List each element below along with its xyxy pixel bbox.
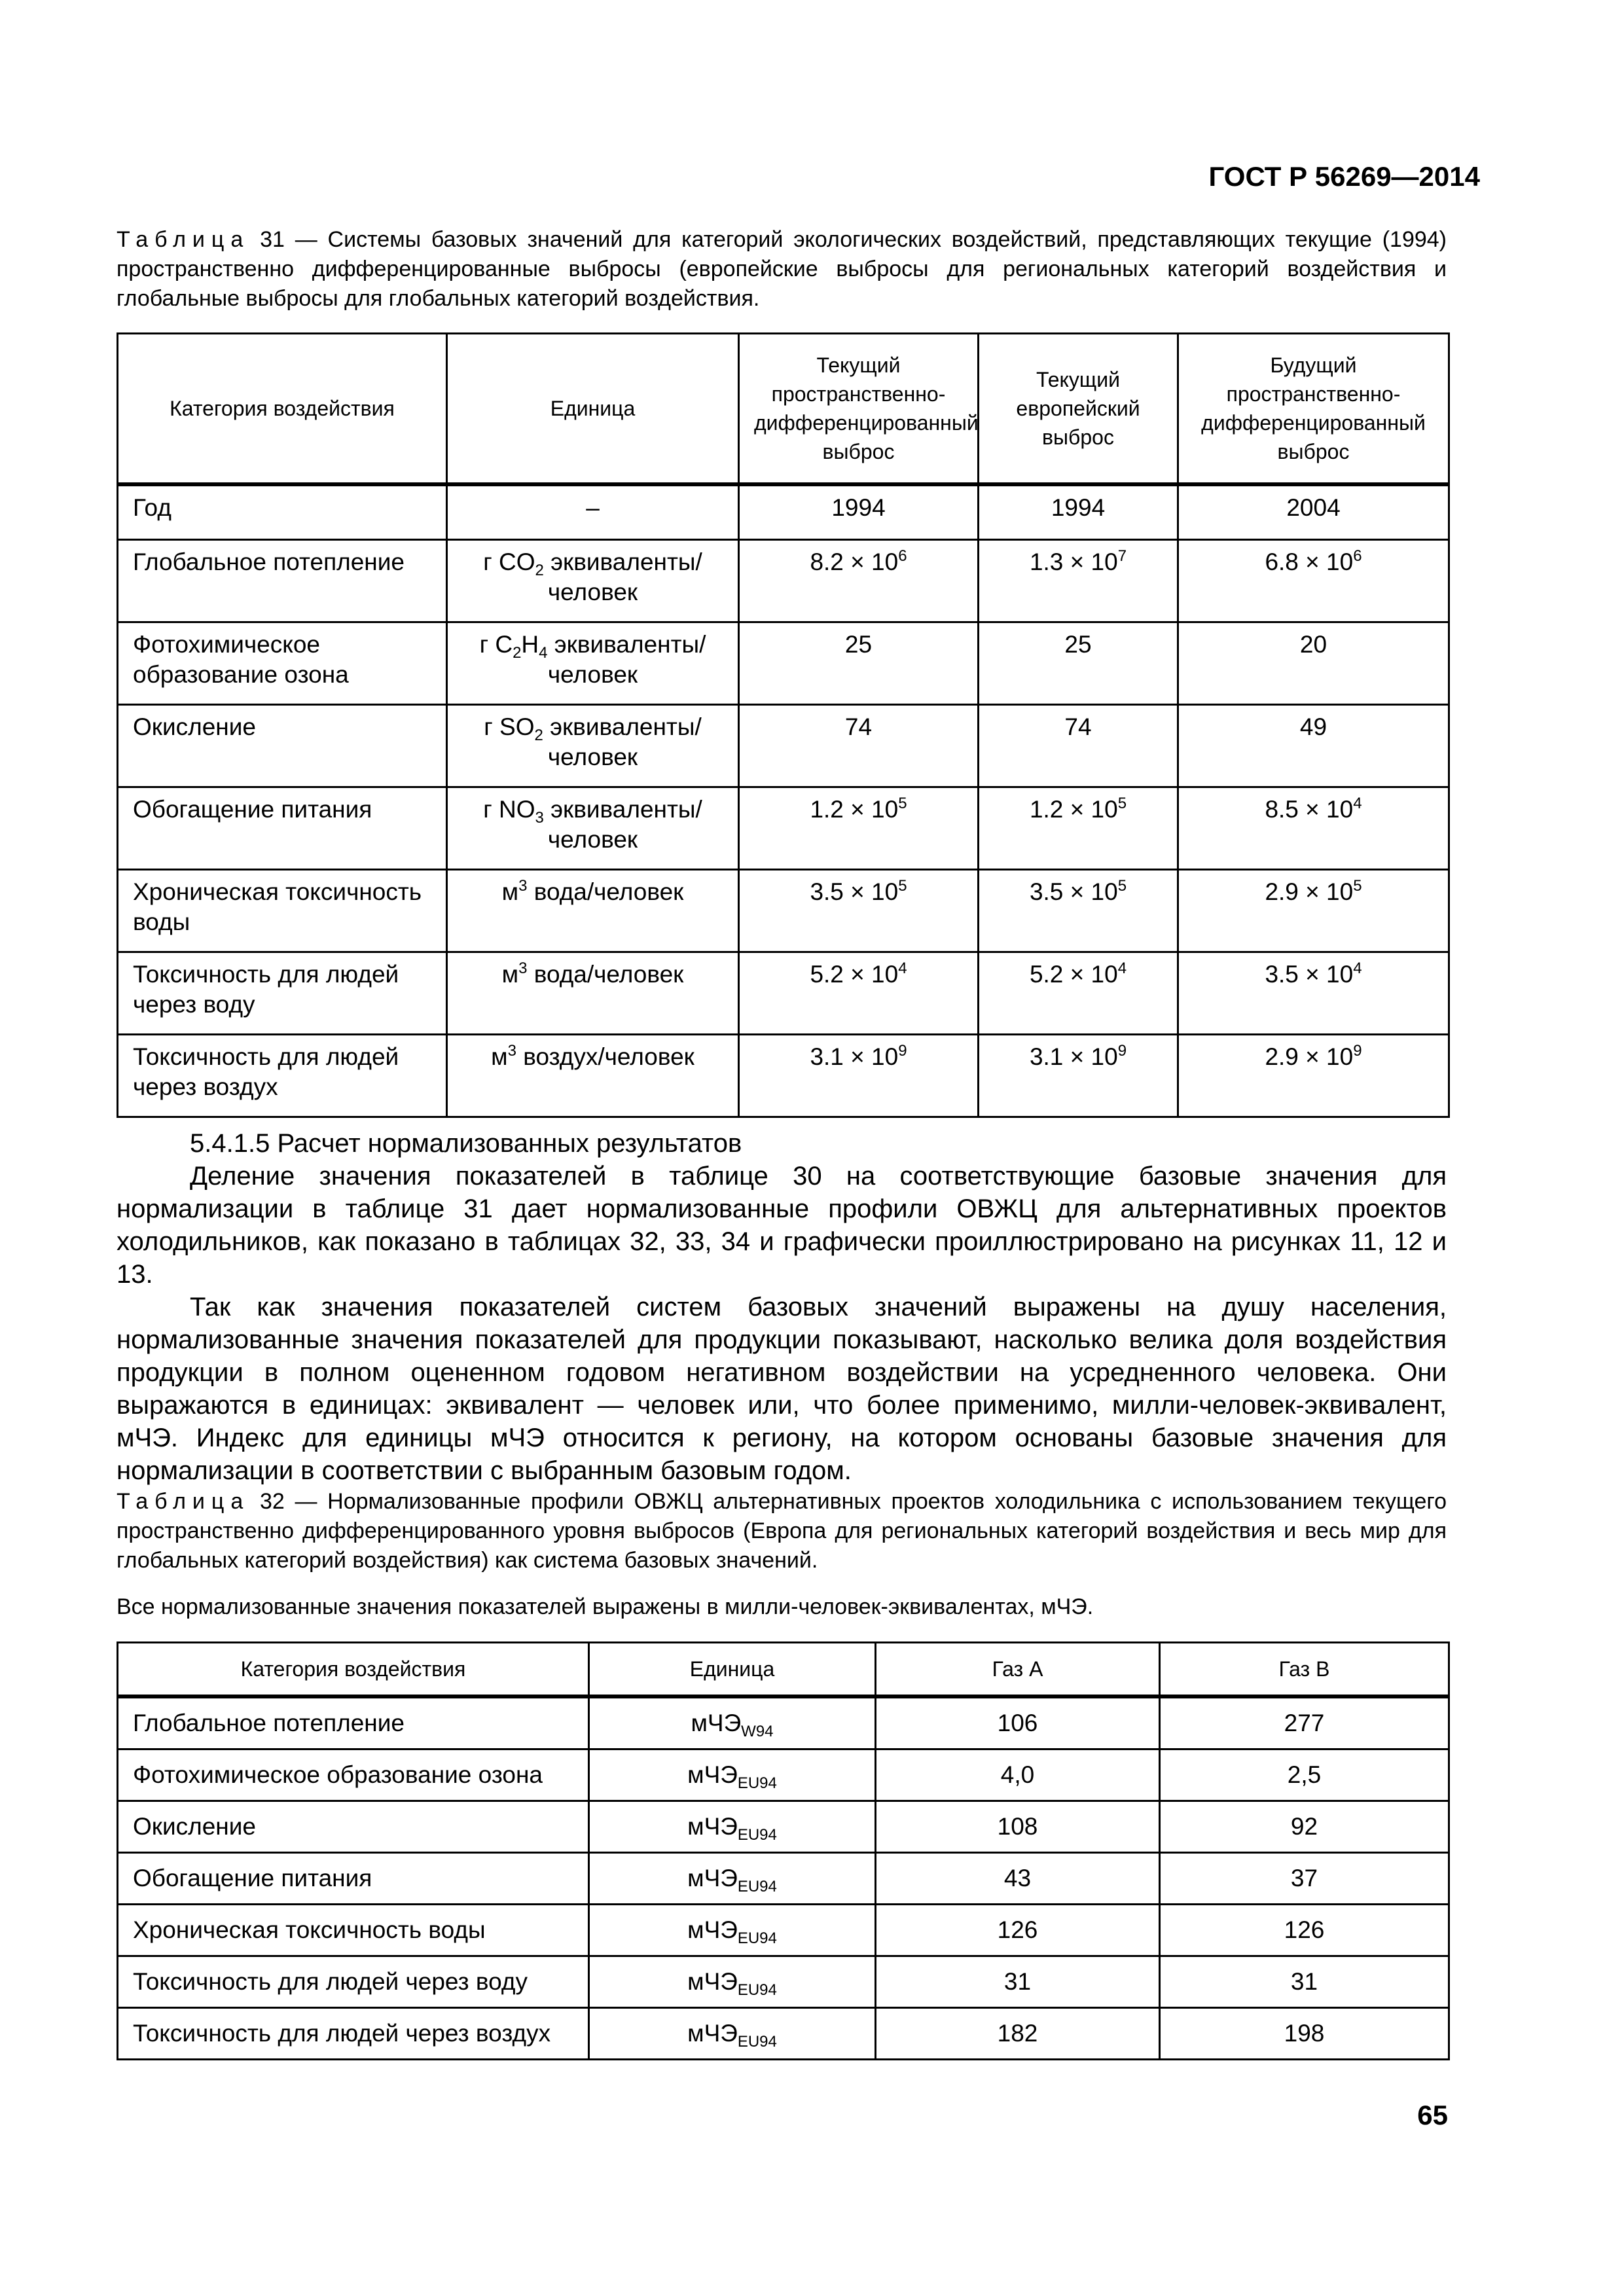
table-row [118, 539, 1449, 622]
table-row-gas-a: 126 [876, 1905, 1160, 1956]
table-31-year-row [118, 484, 1449, 539]
table-row-value: $1.2 \times 10^5$ [979, 787, 1178, 869]
table-row-value: 1994 [739, 484, 979, 539]
table-32 [117, 1641, 1450, 2060]
table-row-value: $5.2 \times 10^4$ [979, 952, 1178, 1034]
table-row [118, 787, 1449, 869]
table-32-col-gas-a: Газ A [876, 1643, 1160, 1697]
table-row-value: 25 [979, 622, 1178, 704]
table-row-unit: г $CO_2$ эквиваленты/человек [447, 539, 739, 622]
table-31-header-row [118, 334, 1449, 485]
table-row-value: 74 [739, 704, 979, 787]
table-row-category: Окисление [118, 1801, 589, 1853]
table-row-value: $3.5 \times 10^5$ [739, 869, 979, 952]
table-31-col-current-european: Текущий европейский выброс [979, 334, 1178, 485]
table-row-unit: мЧЭ$_{EU94}$ [589, 1956, 876, 2008]
table-row-unit: г $NO_3$ эквиваленты/человек [447, 787, 739, 869]
table-row-unit: мЧЭ$_{W94}$ [589, 1696, 876, 1749]
table-row [118, 1034, 1449, 1117]
table-row [118, 2008, 1449, 2060]
table-32-caption-label: Таблица [117, 1489, 250, 1514]
section-paragraph-1: Деление значения показателей в таблице 30 на соответствующие базовые значения для нормализации в таблице 31 дает нормализованные профили ОВЖЦ для альтернативных проектов холодильников, как показано в таблицах 32, 33, 34 и графически проиллюстрировано на рисунках 11, 12 и 13. [117, 1162, 1447, 1289]
table-row-category: Хроническая токсичность воды [118, 869, 447, 952]
table-31-col-current-spatial: Текущий пространственно-дифференцированный выброс [739, 334, 979, 485]
table-row [118, 1749, 1449, 1801]
table-row-unit: мЧЭ$_{EU94}$ [589, 2008, 876, 2060]
table-row-category: Хроническая токсичность воды [118, 1905, 589, 1956]
table-row-gas-b: 92 [1160, 1801, 1449, 1853]
table-row-category: Глобальное потепление [118, 1696, 589, 1749]
table-row-gas-b: 126 [1160, 1905, 1449, 1956]
table-row [118, 1853, 1449, 1905]
table-32-note: Все нормализованные значения показателей выражены в милли-человек-эквивалентах, мЧЭ. [117, 1594, 1094, 1619]
table-31-col-unit: Единица [447, 334, 739, 485]
table-row [118, 869, 1449, 952]
table-32-header-row [118, 1643, 1449, 1697]
table-row-gas-b: 2,5 [1160, 1749, 1449, 1801]
table-row-unit: $м^3$ вода/человек [447, 869, 739, 952]
table-row-category: Токсичность для людей через воздух [118, 1034, 447, 1117]
table-row-value: $8.2 \times 10^6$ [739, 539, 979, 622]
table-row [118, 1696, 1449, 1749]
table-row-gas-a: 108 [876, 1801, 1160, 1853]
table-row-gas-b: 37 [1160, 1853, 1449, 1905]
table-31-caption-label: Таблица [117, 227, 250, 252]
table-row-value: $8.5 \times 10^4$ [1178, 787, 1449, 869]
table-row-value: 2004 [1178, 484, 1449, 539]
table-row-value: 1994 [979, 484, 1178, 539]
table-31-col-future-spatial: Будущий пространственно-дифференцированный выброс [1178, 334, 1449, 485]
table-31-caption-text: 31 — Системы базовых значений для категорий экологических воздействий, представляющих текущие (1994) пространственно дифференцированные выбросы (европейские выбросы для региональных категорий воздействия и глобальные выбросы для глобальных категорий воздействия. [117, 227, 1447, 311]
table-32-caption-text: 32 — Нормализованные профили ОВЖЦ альтернативных проектов холодильника с использованием текущего пространственно дифференцированного уровня выбросов (Европа для региональных категорий воздействия и весь мир для глобальных категорий воздействия) как система базовых значений. [117, 1489, 1447, 1573]
table-row-unit: мЧЭ$_{EU94}$ [589, 1853, 876, 1905]
table-31-col-category: Категория воздействия [118, 334, 447, 485]
table-row [118, 1801, 1449, 1853]
section-heading: 5.4.1.5 Расчет нормализованных результатов [190, 1129, 742, 1158]
table-row-value: $3.1 \times 10^9$ [739, 1034, 979, 1117]
table-row-value: 20 [1178, 622, 1449, 704]
table-row-gas-b: 198 [1160, 2008, 1449, 2060]
table-row-value: 25 [739, 622, 979, 704]
table-row [118, 1905, 1449, 1956]
table-row-gas-a: 182 [876, 2008, 1160, 2060]
table-row-unit: $м^3$ воздух/человек [447, 1034, 739, 1117]
table-row-gas-b: 31 [1160, 1956, 1449, 2008]
table-row-category: Фотохимическое образование озона [118, 622, 447, 704]
table-32-col-gas-b: Газ B [1160, 1643, 1449, 1697]
table-row-unit: г $SO_2$ эквиваленты/человек [447, 704, 739, 787]
page-number: 65 [1417, 2100, 1448, 2130]
table-row-category: Токсичность для людей через воздух [118, 2008, 589, 2060]
table-row-category: Токсичность для людей через воду [118, 952, 447, 1034]
table-row-gas-b: 277 [1160, 1696, 1449, 1749]
table-32-col-category: Категория воздействия [118, 1643, 589, 1697]
table-row-value: $1.2 \times 10^5$ [739, 787, 979, 869]
table-row-value: $2.9 \times 10^9$ [1178, 1034, 1449, 1117]
table-row [118, 622, 1449, 704]
table-row [118, 952, 1449, 1034]
table-row-category: Фотохимическое образование озона [118, 1749, 589, 1801]
table-row-unit: мЧЭ$_{EU94}$ [589, 1749, 876, 1801]
table-32-caption [117, 1487, 1447, 1575]
section-paragraph-2: Так как значения показателей систем базовых значений выражены на душу населения, нормализованные значения показателей для продукции показывают, насколько велика доля воздействия продукции в полном оцененном годовом негативном воздействии на усредненного человека. Они выражаются в единицах: эквивалент — человек или, что более применимо, милли-человек-эквивалент, мЧЭ. Индекс для единицы мЧЭ относится к региону, на котором основаны базовые значения для нормализации в соответствии с выбранным базовым годом. [117, 1293, 1447, 1485]
table-row-unit: г $C_2H_4$ эквиваленты/человек [447, 622, 739, 704]
table-row-category: Токсичность для людей через воду [118, 1956, 589, 2008]
table-31 [117, 332, 1450, 1118]
table-row-value: $3.1 \times 10^9$ [979, 1034, 1178, 1117]
table-row-gas-a: 43 [876, 1853, 1160, 1905]
table-row-gas-a: 31 [876, 1956, 1160, 2008]
document-id-header: ГОСТ Р 56269—2014 [1208, 161, 1480, 192]
section-5-4-1-5 [117, 1127, 1447, 1487]
table-row-value: 49 [1178, 704, 1449, 787]
table-32-col-unit: Единица [589, 1643, 876, 1697]
table-row-value: $2.9 \times 10^5$ [1178, 869, 1449, 952]
table-row-unit: – [447, 484, 739, 539]
table-31-caption [117, 225, 1447, 314]
table-row-gas-a: 106 [876, 1696, 1160, 1749]
table-row-category: Окисление [118, 704, 447, 787]
table-row-unit: $м^3$ вода/человек [447, 952, 739, 1034]
table-row-gas-a: 4,0 [876, 1749, 1160, 1801]
table-row-category: Обогащение питания [118, 1853, 589, 1905]
table-row-value: $3.5 \times 10^5$ [979, 869, 1178, 952]
table-row [118, 1956, 1449, 2008]
table-row-category: Обогащение питания [118, 787, 447, 869]
table-row [118, 704, 1449, 787]
table-row-value: $5.2 \times 10^4$ [739, 952, 979, 1034]
table-row-category: Год [118, 484, 447, 539]
table-row-value: $6.8 \times 10^6$ [1178, 539, 1449, 622]
table-row-unit: мЧЭ$_{EU94}$ [589, 1905, 876, 1956]
table-row-value: 74 [979, 704, 1178, 787]
table-row-value: $1.3 \times 10^7$ [979, 539, 1178, 622]
table-row-category: Глобальное потепление [118, 539, 447, 622]
table-row-unit: мЧЭ$_{EU94}$ [589, 1801, 876, 1853]
table-row-value: $3.5 \times 10^4$ [1178, 952, 1449, 1034]
